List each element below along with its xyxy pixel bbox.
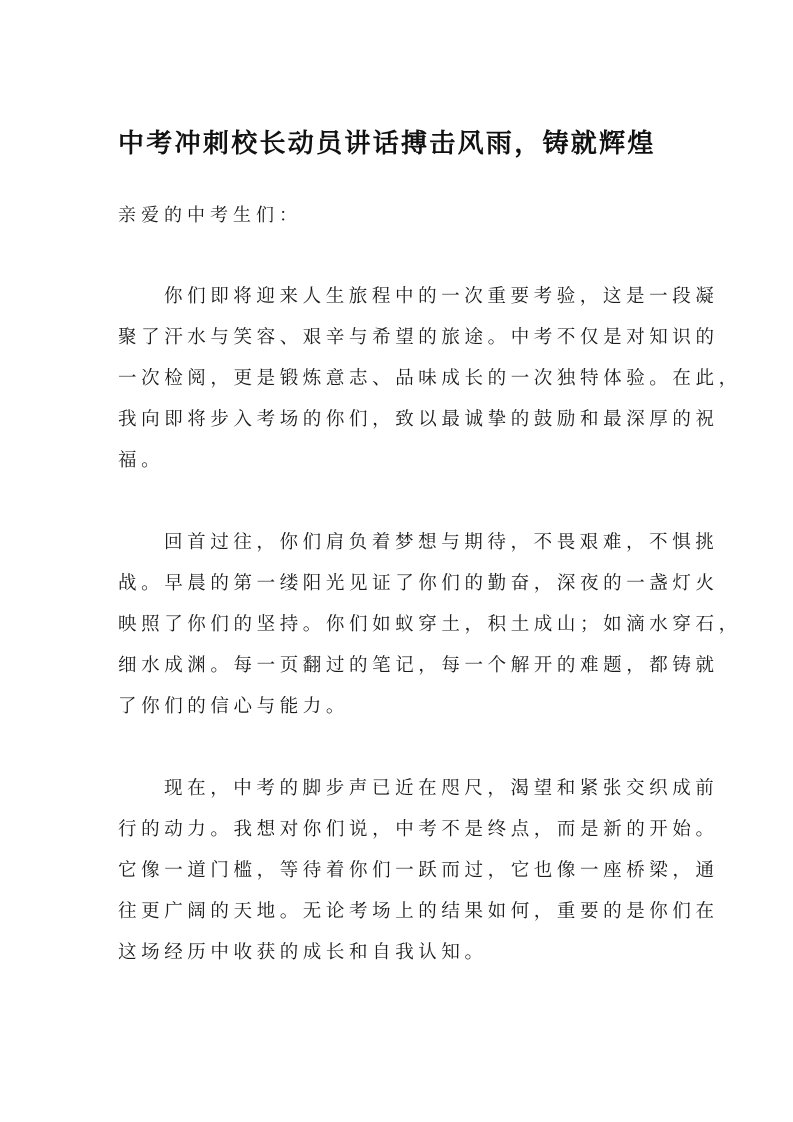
paragraph-1 [118, 276, 742, 481]
paragraph-line: 一次检阅，更是锻炼意志、品味成长的一次独特体验。在此， [118, 368, 742, 389]
paragraph-2 [118, 522, 742, 727]
salutation: 亲爱的中考生们： [118, 205, 302, 226]
paragraph-line: 往更广阔的天地。无论考场上的结果如何，重要的是你们在 [118, 901, 719, 922]
paragraph-line: 战。早晨的第一缕阳光见证了你们的勤奋，深夜的一盏灯火 [118, 573, 719, 594]
paragraph-line: 了你们的信心与能力。 [118, 696, 350, 717]
paragraph-line: 它像一道门槛，等待着你们一跃而过，它也像一座桥梁，通 [118, 860, 719, 881]
paragraph-line: 行的动力。我想对你们说，中考不是终点，而是新的开始。 [118, 819, 719, 840]
paragraph-line: 这场经历中收获的成长和自我认知。 [118, 942, 488, 963]
paragraph-line: 映照了你们的坚持。你们如蚁穿土，积土成山；如滴水穿石， [118, 614, 742, 635]
paragraph-line: 现在，中考的脚步声已近在咫尺，渴望和紧张交织成前 [164, 778, 719, 799]
paragraph-line: 我向即将步入考场的你们，致以最诚挚的鼓励和最深厚的祝 [118, 409, 719, 430]
paragraph-line: 回首过往，你们肩负着梦想与期待，不畏艰难，不惧挑 [164, 532, 719, 553]
document-title: 中考冲刺校长动员讲话搏击风雨，铸就辉煌 [118, 129, 656, 159]
paragraph-line: 细水成渊。每一页翻过的笔记，每一个解开的难题，都铸就 [118, 655, 719, 676]
paragraph-line: 聚了汗水与笑容、艰辛与希望的旅途。中考不仅是对知识的 [118, 327, 719, 348]
paragraph-3 [118, 768, 719, 973]
paragraph-line: 福。 [118, 450, 165, 471]
paragraph-line: 你们即将迎来人生旅程中的一次重要考验，这是一段凝 [164, 286, 719, 307]
